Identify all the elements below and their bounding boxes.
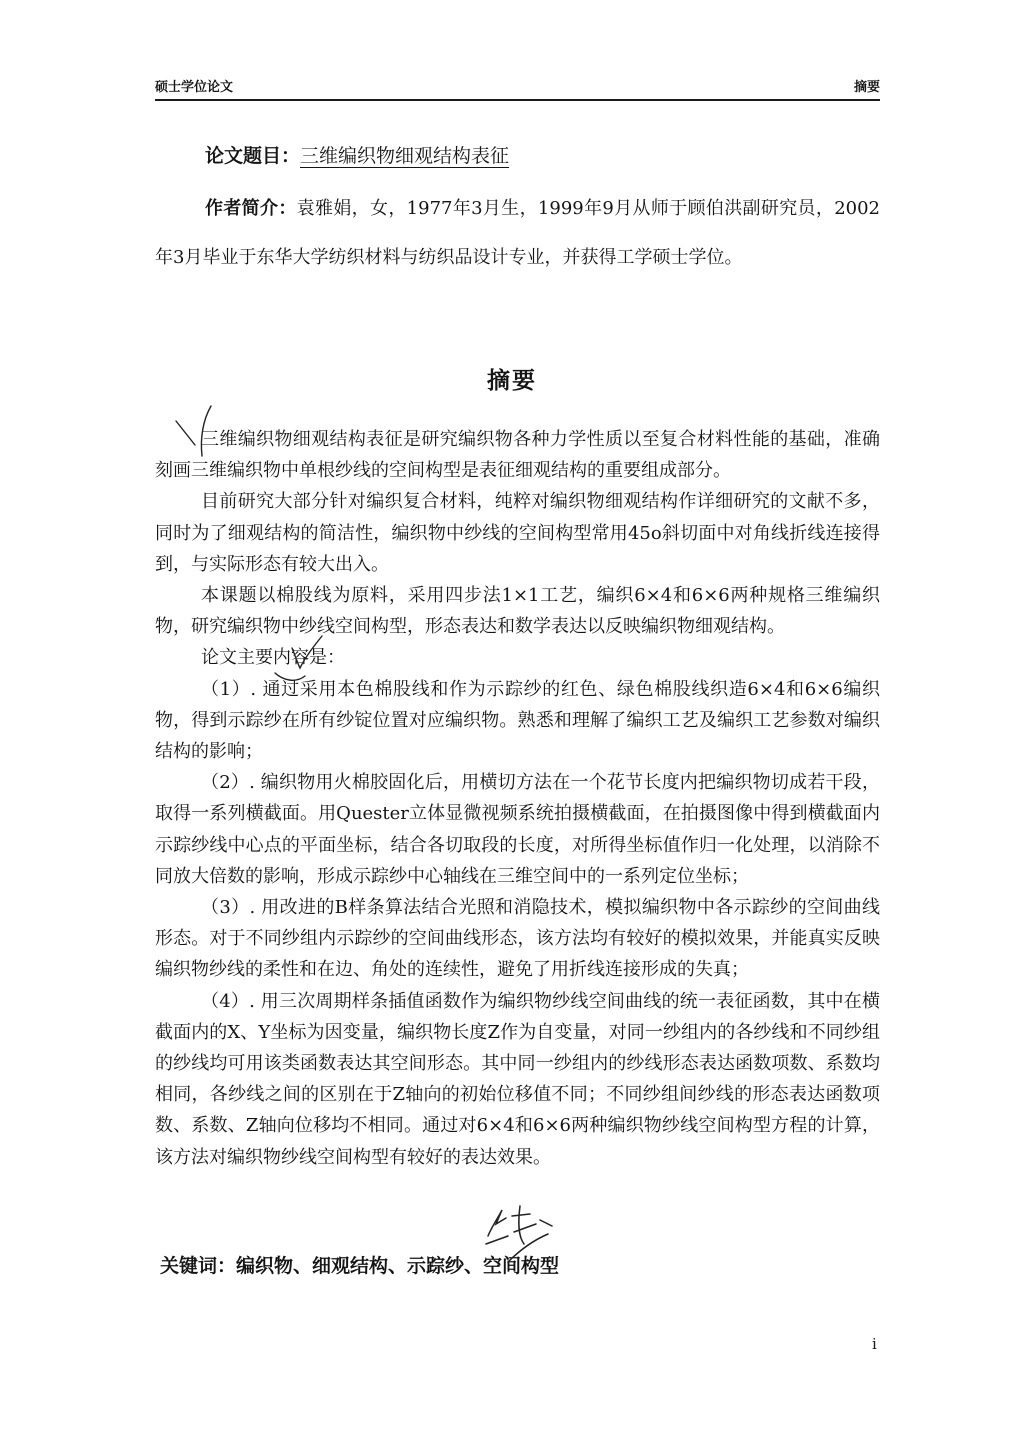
page-number: i	[872, 1335, 877, 1353]
abstract-paragraph: （1）. 通过采用本色棉股线和作为示踪纱的红色、绿色棉股线织造6×4和6×6编织物，得到示踪纱在所有纱锭位置对应编织物。熟悉和理解了编织工艺及编织工艺参数对编织结构的影响；	[155, 678, 880, 763]
thesis-title-label: 论文题目：	[205, 145, 301, 167]
abstract-paragraph: 三维编织物细观结构表征是研究编织物各种力学性质以至复合材料性能的基础，准确刻画三维编织物中单根纱线的空间构型是表征细观结构的重要组成部分。	[155, 429, 880, 482]
keywords	[160, 1251, 559, 1278]
abstract-paragraph: 本课题以棉股线为原料，采用四步法1×1工艺，编织6×4和6×6两种规格三维编织物，研究编织物中纱线空间构型，形态表达和数学表达以反映编织物细观结构。	[155, 585, 880, 638]
abstract-body	[155, 424, 880, 1173]
author-bio	[155, 184, 880, 282]
header-left: 硕士学位论文	[155, 80, 234, 95]
thesis-title	[205, 141, 509, 168]
abstract-paragraph: （2）. 编织物用火棉胶固化后，用横切方法在一个花节长度内把编织物切成若干段，取得一系列横截面。用Quester立体显微视频系统拍摄横截面，在拍摄图像中得到横截面内示踪纱线中心点的平面坐标，结合各切取段的长度，对所得坐标值作归一化处理，以消除不同放大倍数的影响，形成示踪纱中心轴线在三维空间中的一系列定位坐标；	[155, 772, 880, 887]
abstract-paragraph: 目前研究大部分针对编织复合材料，纯粹对编织物细观结构作详细研究的文献不多，同时为了细观结构的简洁性，编织物中纱线的空间构型常用45o斜切面中对角线折线连接得到，与实际形态有较大出入。	[155, 491, 880, 575]
author-label: 作者简介：	[205, 198, 297, 219]
abstract-heading: 摘要	[487, 368, 537, 394]
author-text: 袁雅娟，女，1977年3月生，1999年9月从师于顾伯洪副研究员，2002年3月毕业于东华大学纺织材料与纺织品设计专业，并获得工学硕士学位。	[155, 198, 881, 268]
header-right: 摘要	[853, 80, 880, 95]
abstract-paragraph: 论文主要内容是：	[201, 647, 345, 669]
running-header	[155, 76, 880, 101]
keywords-text: 编织物、细观结构、示踪纱、空间构型	[236, 1255, 560, 1277]
abstract-paragraph: （3）. 用改进的B样条算法结合光照和消隐技术，模拟编织物中各示踪纱的空间曲线形态。对于不同纱组内示踪纱的空间曲线形态，该方法均有较好的模拟效果，并能真实反映编织物纱线的柔性和在边、角处的连续性，避免了用折线连接形成的失真；	[155, 897, 880, 981]
abstract-paragraph: （4）. 用三次周期样条插值函数作为编织物纱线空间曲线的统一表征函数，其中在横截面内的X、Y坐标为因变量，编织物长度Z作为自变量，对同一纱组内的各纱线和不同纱组的纱线均可用该类函数表达其空间形态。其中同一纱组内的纱线形态表达函数项数、系数均相同，各纱线之间的区别在于Z轴向的初始位移值不同；不同纱组间纱线的形态表达函数项数、系数、Z轴向位移均不相同。通过对6×4和6×6两种编织物纱线空间构型方程的计算，该方法对编织物纱线空间构型有较好的表达效果。	[155, 990, 880, 1168]
keywords-label: 关键词：	[160, 1255, 237, 1277]
thesis-title-value: 三维编织物细观结构表征	[300, 145, 510, 167]
